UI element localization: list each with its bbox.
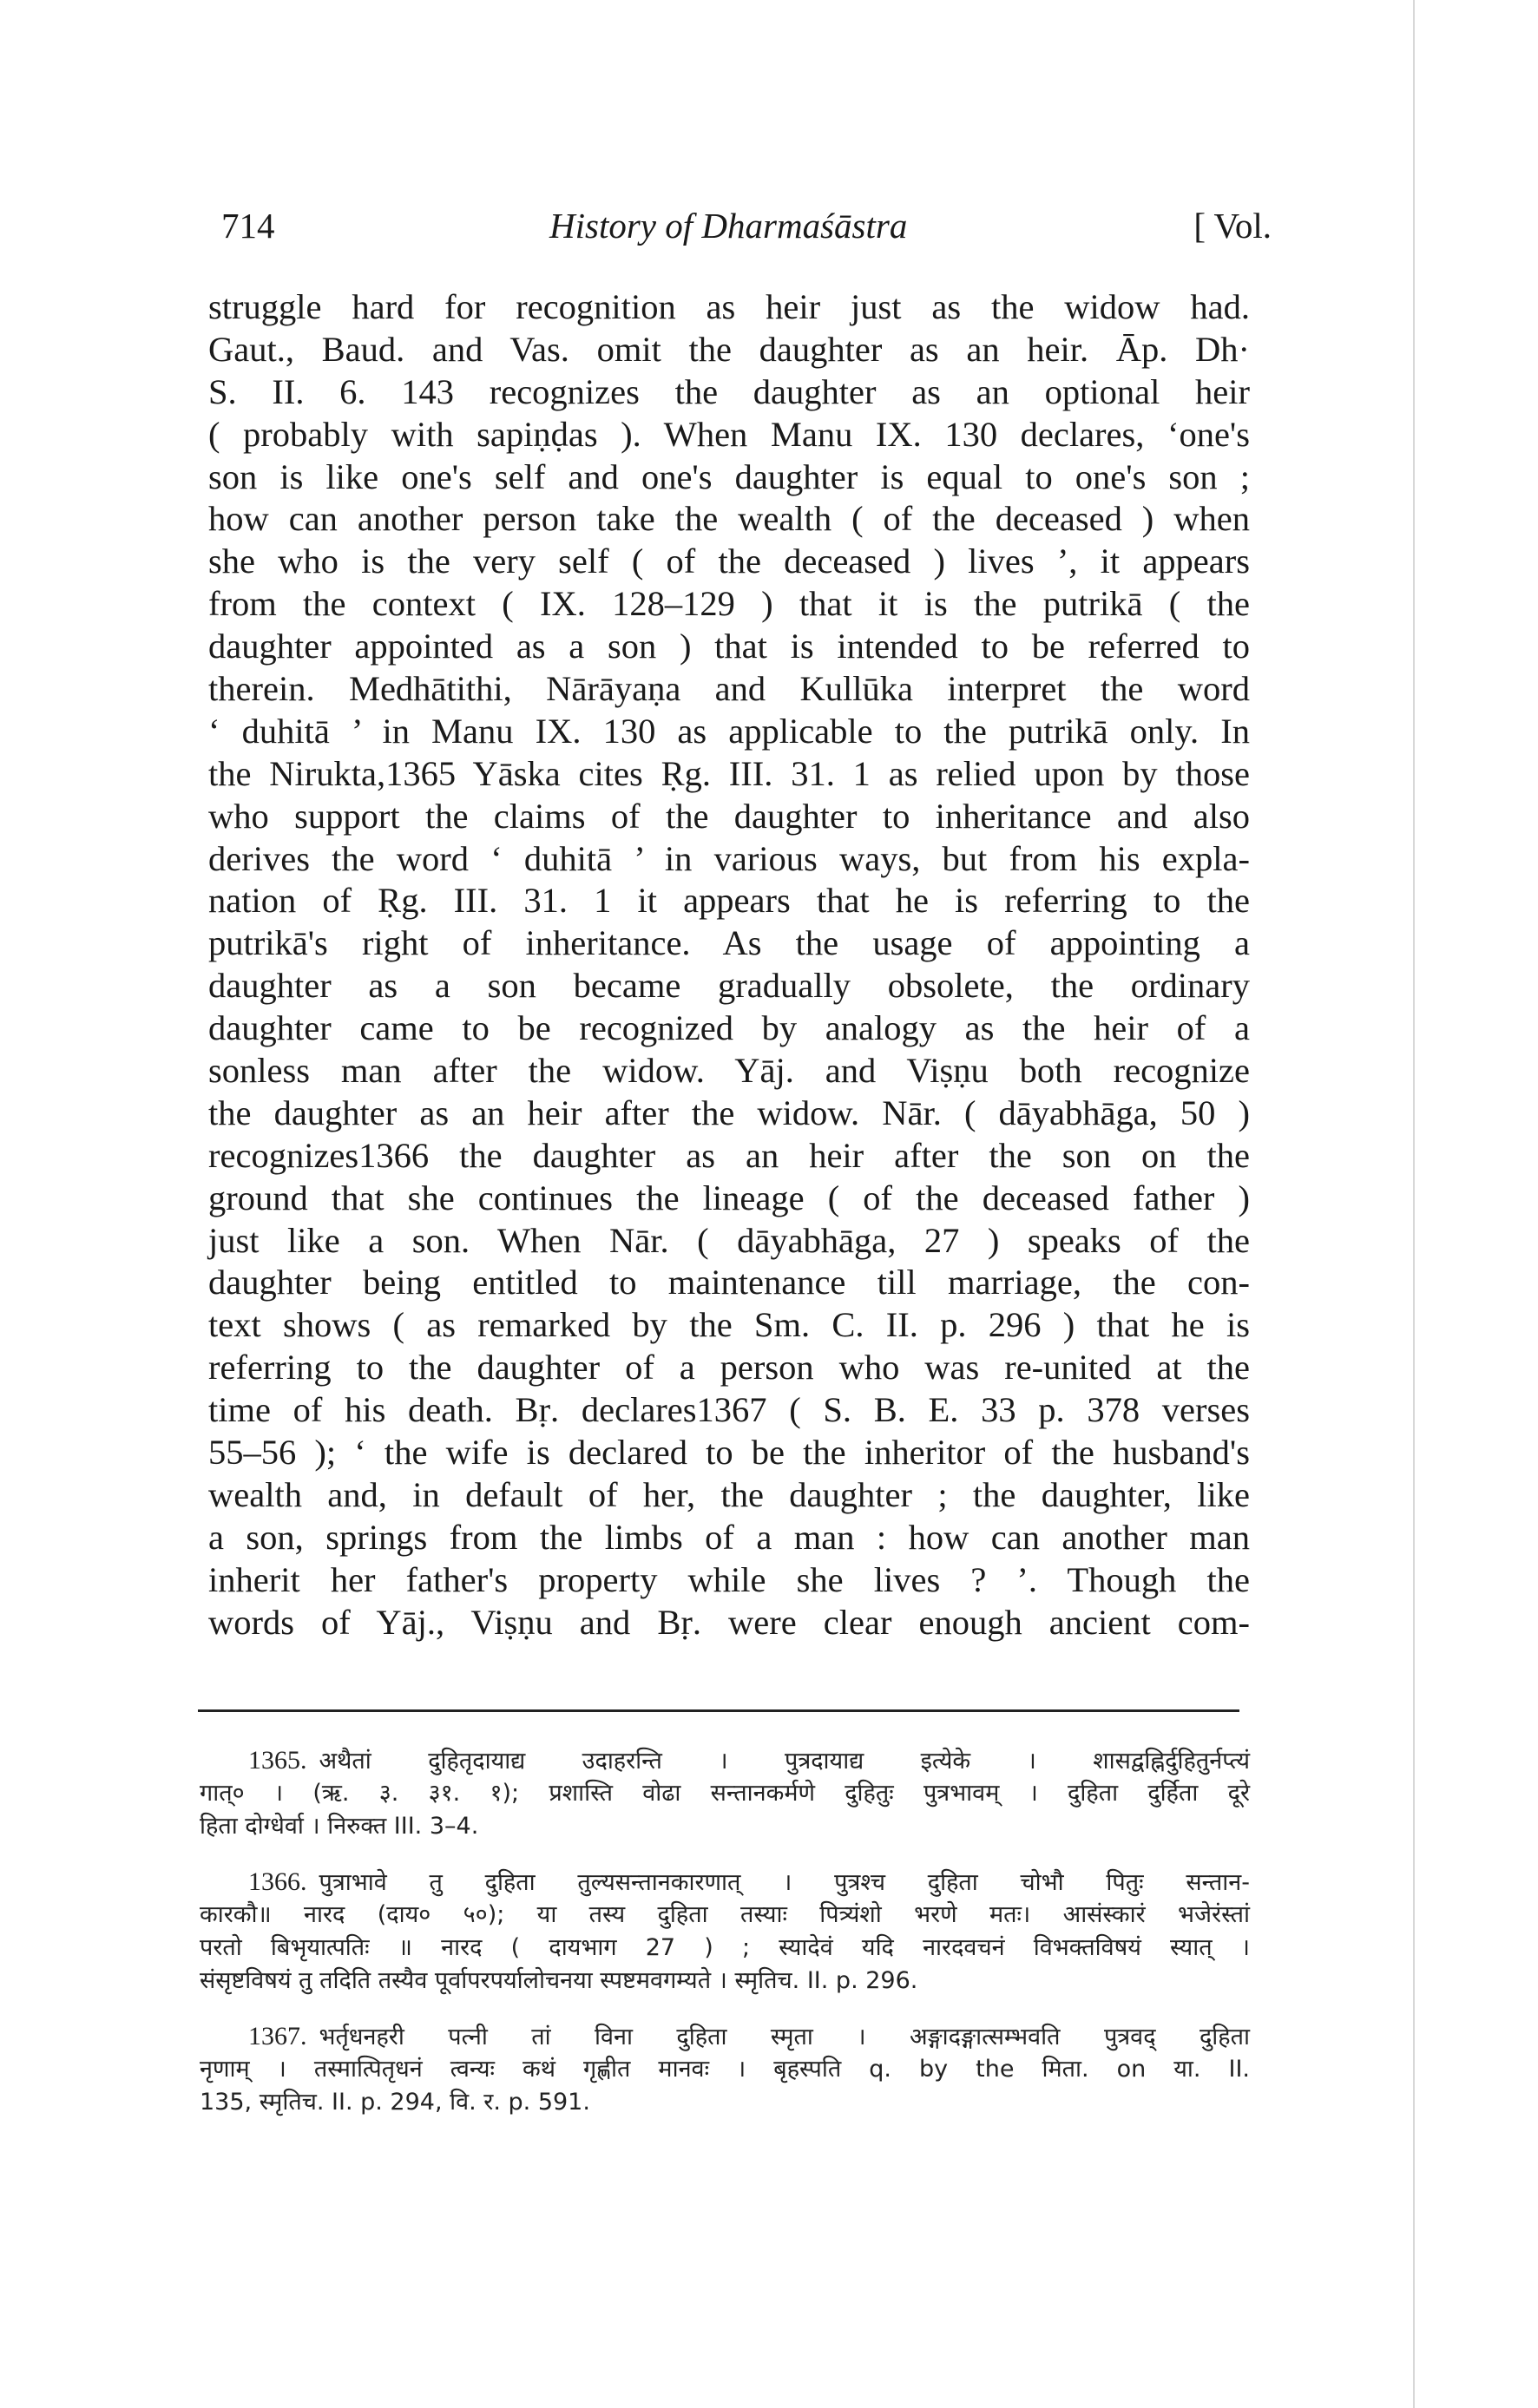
text-line: daughter appointed as a son ) that is intended to be referred to	[208, 627, 1250, 666]
text-line: text shows ( as remarked by the Sm. C. II. p. 296 ) that he is	[208, 1305, 1250, 1345]
footnote-text: हिता दोग्धेर्वा । निरुक्त III. 3–4.	[200, 1813, 479, 1840]
footnote	[200, 1866, 1250, 1998]
footnote-text: भर्तृधनहरी पत्नी तां विना दुहिता स्मृता । अङ्गादङ्गात्सम्भवति पुत्रवद् दुहिता	[319, 2024, 1250, 2050]
footnote-text: 135, स्मृतिच. II. p. 294, वि. र. p. 591.	[200, 2089, 590, 2116]
text-line: ‘ duhitā ’ in Manu IX. 130 as applicable to the putrikā only. In	[208, 711, 1250, 751]
footnote-line	[200, 1744, 1250, 1777]
text-line: ( probably with sapiṇḍas ). When Manu IX. 130 declares, ‘one's	[208, 414, 1250, 454]
footnote-line	[200, 2020, 1250, 2053]
text-line: struggle hard for recognition as heir just as the widow had.	[208, 287, 1250, 326]
text-line: who support the claims of the daughter to inheritance and also	[208, 796, 1250, 836]
text-line: Gaut., Baud. and Vas. omit the daughter as an heir. Āp. Dh·	[208, 329, 1250, 369]
footnote	[200, 1744, 1250, 1843]
footnote-number: 1366.	[248, 1867, 307, 1896]
footnote-line	[200, 1777, 1250, 1810]
page-edge-line	[1413, 0, 1415, 2408]
text-line: daughter as a son became gradually obsolete, the ordinary	[208, 966, 1250, 1006]
text-line: sonless man after the widow. Yāj. and Viṣṇu both recognize	[208, 1051, 1250, 1091]
text-line: she who is the very self ( of the deceased ) lives ’, it appears	[208, 541, 1250, 581]
footnote-text: गात्० । (ऋ. ३. ३१. १); प्रशास्ति वोढा सन्तानकर्मणे दुहितुः पुत्रभावम् । दुहिता दुर्हिता दूरे	[200, 1780, 1250, 1807]
footnote-rule	[198, 1709, 1239, 1712]
text-line: nation of Ṛg. III. 31. 1 it appears that he is referring to the	[208, 881, 1250, 921]
text-line: son is like one's self and one's daughter is equal to one's son ;	[208, 456, 1250, 496]
footnote-line	[200, 1965, 1250, 1998]
text-line: a son, springs from the limbs of a man : how can another man	[208, 1517, 1250, 1557]
footnote-line	[200, 1899, 1250, 1932]
text-line: time of his death. Bṛ. declares1367 ( S. B. E. 33 p. 378 verses	[208, 1390, 1250, 1430]
text-line: inherit her father's property while she lives ? ’. Though the	[208, 1559, 1250, 1599]
text-line: the daughter as an heir after the widow. Nār. ( dāyabhāga, 50 )	[208, 1092, 1250, 1132]
text-line: S. II. 6. 143 recognizes the daughter as an optional heir	[208, 371, 1250, 411]
footnote-line	[200, 1866, 1250, 1899]
text-line: derives the word ‘ duhitā ’ in various ways, but from his expla-	[208, 838, 1250, 878]
page-header	[213, 205, 1272, 257]
footnotes	[200, 1744, 1250, 2142]
footnote-text: संसृष्टविषयं तु तदिति तस्यैव पूर्वापरपर्यालोचनया स्पष्टमवगम्यते । स्मृतिच. II. p. 296.	[200, 1967, 918, 1994]
footnote	[200, 2020, 1250, 2119]
footnote-line	[200, 2053, 1250, 2086]
text-line: words of Yāj., Viṣṇu and Bṛ. were clear enough ancient com-	[208, 1602, 1250, 1642]
volume-label: [ Vol.	[1193, 206, 1272, 246]
text-line: putrikā's right of inheritance. As the usage of appointing a	[208, 923, 1250, 963]
footnote-number: 1367.	[248, 2022, 307, 2050]
page-number: 714	[221, 206, 275, 246]
footnote-text: परतो बिभृयात्पतिः ॥ नारद ( दायभाग 27 ) ; स्यादेवं यदि नारदवचनं विभक्तविषयं स्यात् ।	[200, 1934, 1250, 1961]
text-line: recognizes1366 the daughter as an heir after the son on the	[208, 1135, 1250, 1175]
footnote-text: पुत्राभावे तु दुहिता तुल्यसन्तानकारणात् । पुत्रश्च दुहिता चोभौ पितुः सन्तान-	[319, 1869, 1250, 1896]
text-line: wealth and, in default of her, the daughter ; the daughter, like	[208, 1474, 1250, 1514]
text-line: ground that she continues the lineage ( of the deceased father )	[208, 1178, 1250, 1217]
text-line: from the context ( IX. 128–129 ) that it is the putrikā ( the	[208, 584, 1250, 624]
text-line: daughter came to be recognized by analogy as the heir of a	[208, 1008, 1250, 1048]
body-text	[208, 286, 1250, 1644]
text-line: 55–56 ); ‘ the wife is declared to be the inheritor of the husband's	[208, 1433, 1250, 1473]
text-line: therein. Medhātithi, Nārāyaṇa and Kullūka interpret the word	[208, 669, 1250, 709]
footnote-text: अथैतां दुहितृदायाद्य उदाहरन्ति । पुत्रदायाद्य इत्येके । शासद्वह्निर्दुहितुर्नप्त्यं	[319, 1748, 1250, 1775]
footnote-line	[200, 2086, 1250, 2119]
text-line: how can another person take the wealth ( of the deceased ) when	[208, 499, 1250, 539]
footnote-text: नृणाम् । तस्मात्पितृधनं त्वन्यः कथं गृह्णीत मानवः । बृहस्पति q. by the मिता. on या. II.	[200, 2056, 1250, 2083]
text-line: the Nirukta,1365 Yāska cites Ṛg. III. 31. 1 as relied upon by those	[208, 753, 1250, 793]
footnote-line	[200, 1810, 1250, 1843]
text-line: just like a son. When Nār. ( dāyabhāga, 27 ) speaks of the	[208, 1220, 1250, 1260]
text-line: daughter being entitled to maintenance till marriage, the con-	[208, 1263, 1250, 1302]
text-line: referring to the daughter of a person who was re-united at the	[208, 1348, 1250, 1388]
footnote-line	[200, 1932, 1250, 1965]
footnote-number: 1365.	[248, 1746, 307, 1775]
footnote-text: कारकौ॥ नारद (दाय० ५०); या तस्य दुहिता तस्याः पित्र्यंशो भरणे मतः। आसंस्कारं भजेरंस्तां	[200, 1901, 1250, 1928]
running-title: History of Dharmaśāstra	[549, 206, 908, 246]
